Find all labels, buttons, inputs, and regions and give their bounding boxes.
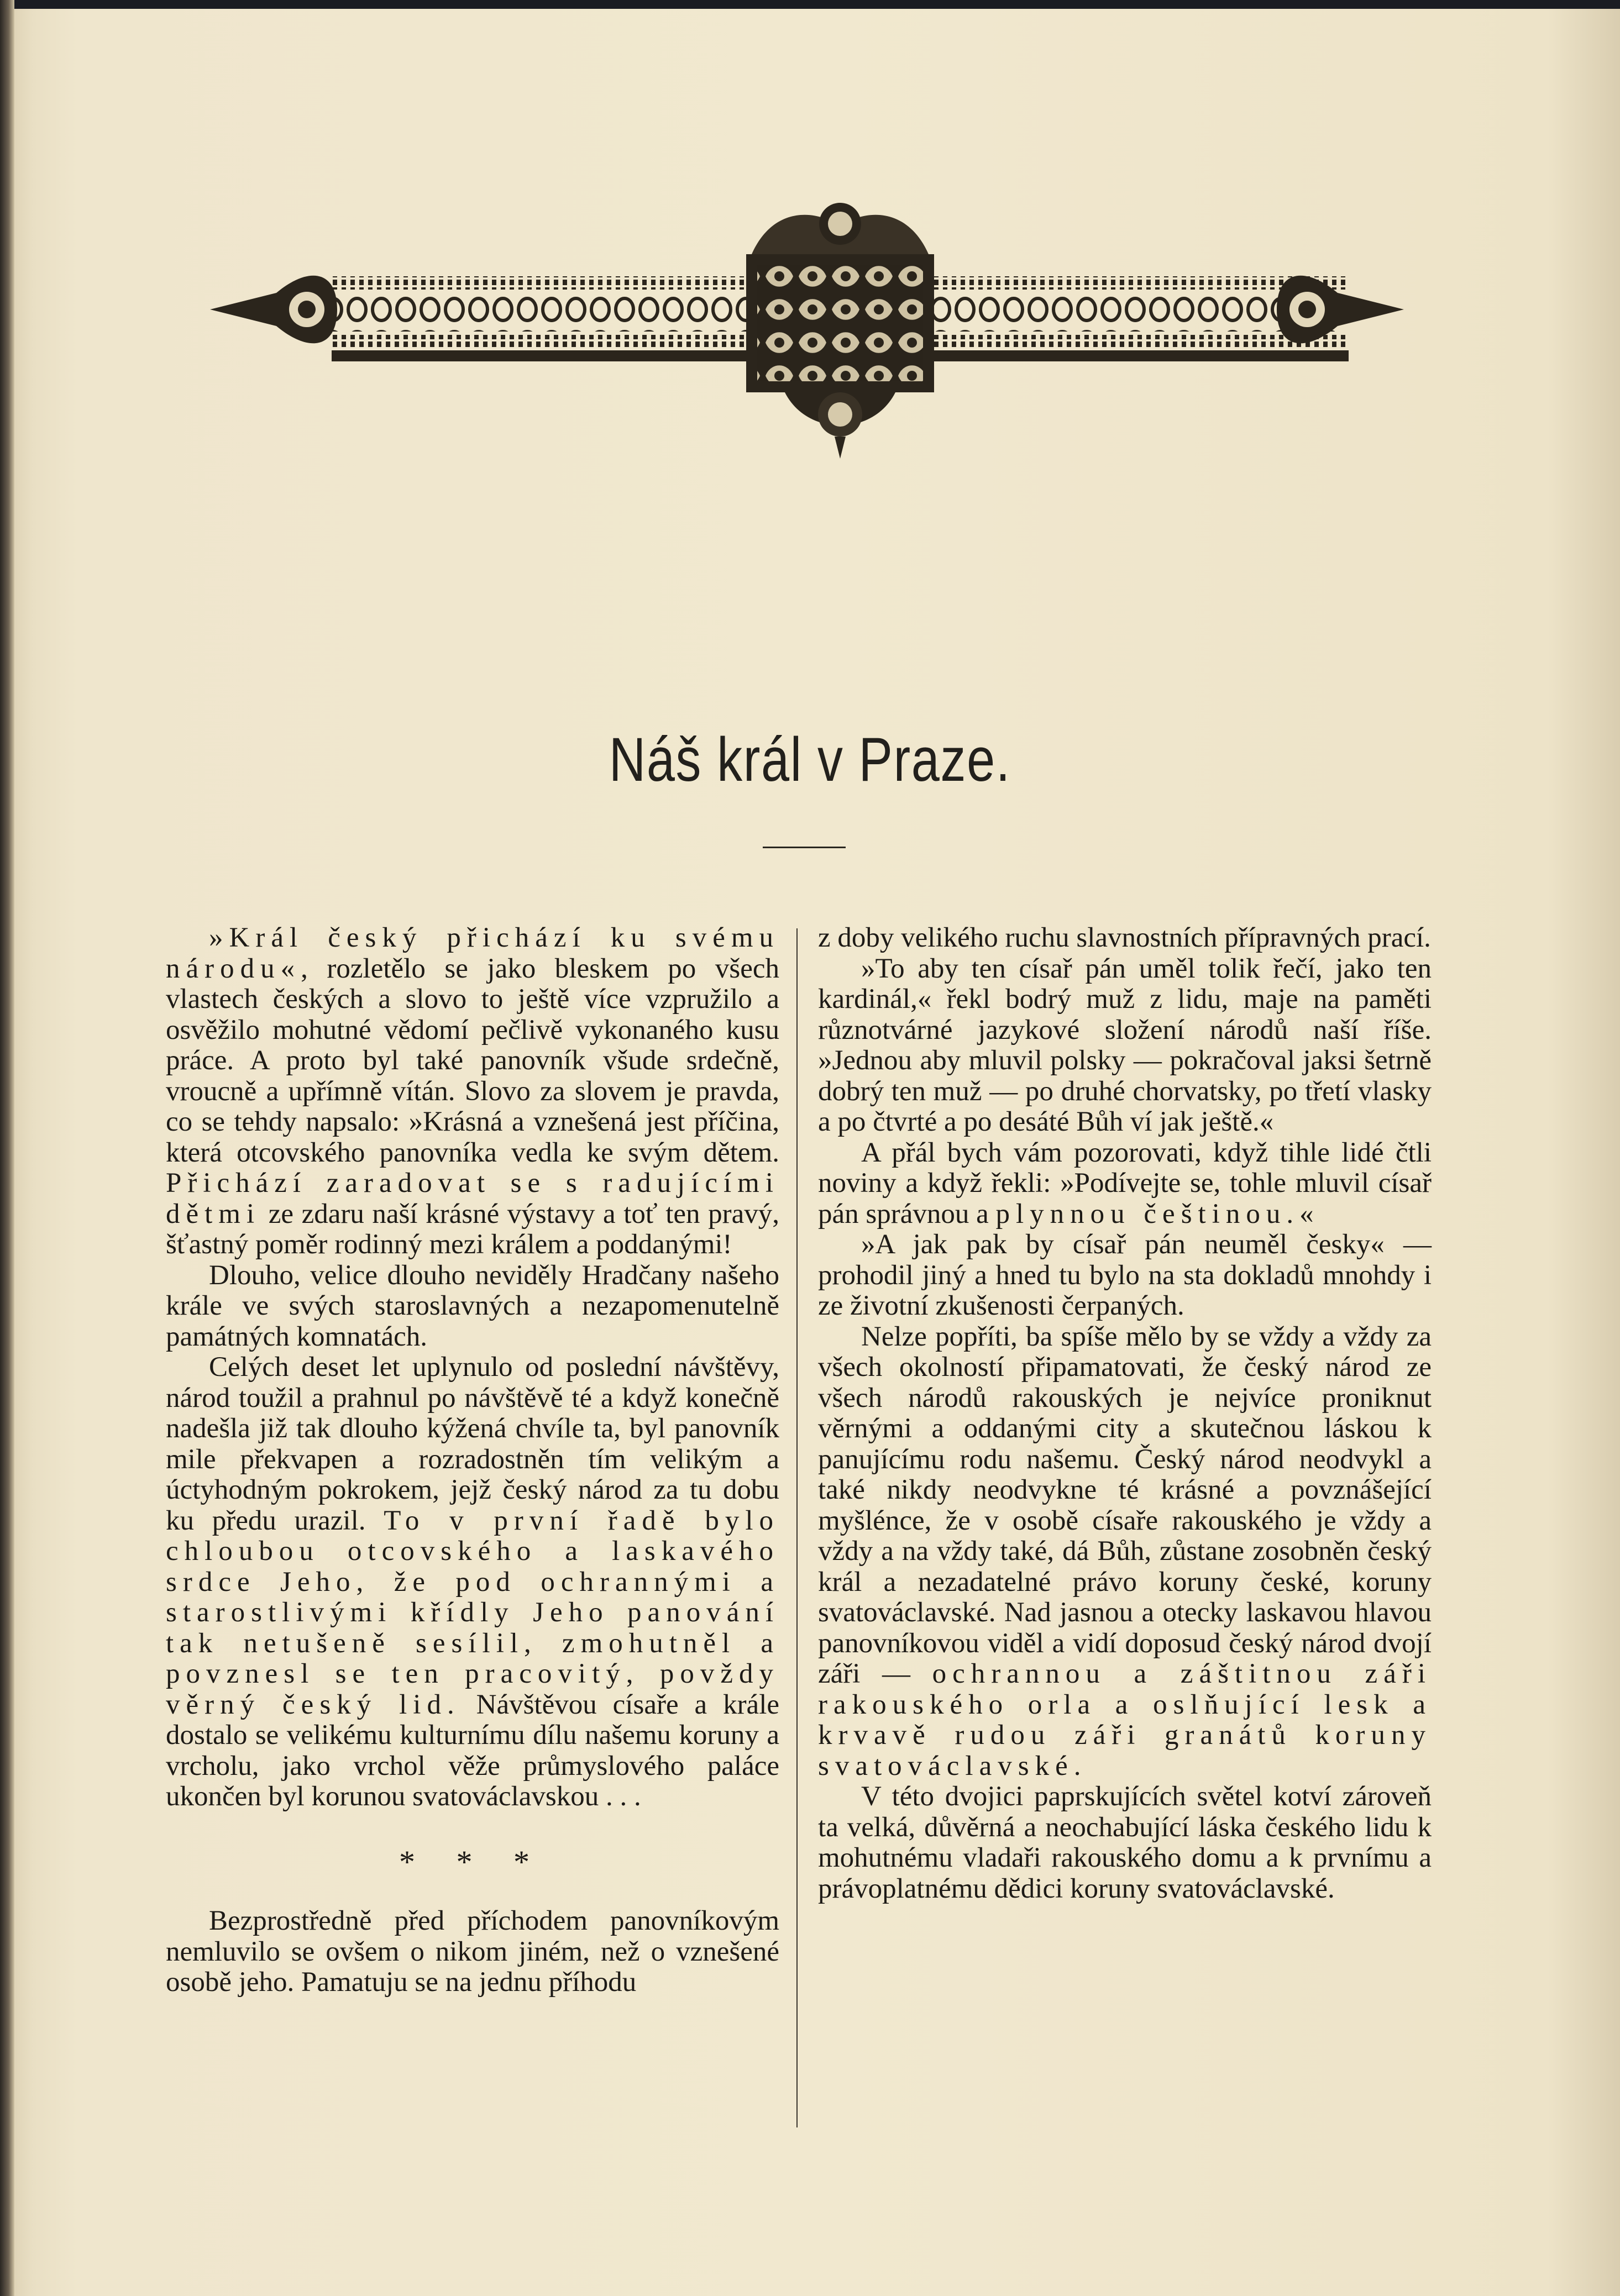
section-separator: * * * [399, 1843, 546, 1880]
paragraph [166, 923, 779, 1260]
spaced-phrase: »Král český přichází ku svému národu« [166, 922, 779, 984]
book-spine-edge [0, 0, 14, 2296]
paragraph-text: , rozletělo se jako bleskem po všech vlastech českých a slovo to ještě více vzpružilo a osvěžilo mohutné vědomí pečlivě vykonaného kusu práce. A proto byl také panovník všude srdečně, vroucně a upřímně vítán. Slovo za slovem je pravda, co se tehdy napsalo: »Krásná a vznešená jest příčina, která otcovského panovníka vedla ke svým dětem. [166, 953, 779, 1168]
page-title: Náš král v Praze. [609, 725, 1011, 794]
spaced-phrase: Přichází zaradovat se s radujícími dětmi [166, 1168, 779, 1230]
paragraph-text: « [1299, 1198, 1314, 1230]
ornament-icon [199, 193, 1415, 470]
paragraph: z doby velikého ruchu slavnostních přípravných prací. [818, 922, 1431, 953]
paragraph-text: Návštěvou císaře a krále dostalo se velikému kulturnímu dílu našemu koruny a vrcholu, jako vrchol věže průmyslového paláce ukončen byl korunou svatováclavskou . . . [166, 1689, 779, 1812]
paragraph-text: ze zdaru naší krásné výstavy a toť ten pravý, šťastný poměr rodinný mezi králem a poddanými! [166, 1198, 779, 1260]
left-column [166, 923, 779, 1998]
right-column [818, 923, 1432, 1904]
spaced-phrase: ochrannou a záštitnou záři rakouského orla a oslňující lesk a krvavě rudou záři granátů koruny svatováclavské. [818, 1658, 1432, 1782]
column-divider [796, 928, 798, 2127]
top-edge-band [0, 0, 1620, 9]
title-divider [763, 847, 846, 848]
paragraph: V této dvojici paprskujících světel kotví zároveň ta velká, důvěrná a neochabující láska českého lidu k mohutnému vladaři rakouského domu a k prvnímu a právoplatnému dědici koruny svatováclavské. [818, 1781, 1432, 1904]
paragraph: »A jak pak by císař pán neuměl česky« — prohodil jiný a hned tu bylo na sta dokladů mnohdy i ze životní zkušenosti čerpaných. [818, 1229, 1432, 1321]
paragraph: »To aby ten císař pán uměl tolik řečí, jako ten kardinál,« řekl bodrý muž z lidu, maje na paměti různotvárné jazykové složení národů naší říše. »Jednou aby mluvil polsky — pokračoval jaksi šetrně dobrý ten muž — po druhé chorvatsky, po třetí vlasky a po čtvrté a po desáté Bůh ví jak ještě.« [818, 953, 1432, 1137]
paragraph-text: A přál bych vám pozorovati, když tihle lidé čtli noviny a když řekli: »Podívejte se, tohle mluvil císař pán správnou a [818, 1137, 1432, 1230]
paragraph: Dlouho, velice dlouho neviděly Hradčany našeho krále ve svých staroslavných a nezapomenutelně památných komnatách. [166, 1259, 779, 1352]
paragraph-text: Celých deset let uplynulo od poslední návštěvy, národ toužil a prahnul po návštěvě té a když konečně nadešla již tak dlouho kýžená chvíle ta, byl panovník mile překvapen a rozradostněn tím velikým a úctyhodným pokrokem, jejž český národ za tu dobu ku předu urazil. [166, 1352, 779, 1536]
spaced-phrase: To v první řadě bylo chloubou otcovského a laskavého srdce Jeho, že pod ochrannými a starostlivými křídly Jeho panování tak netušeně sesílil, zmohutněl a povznesl se ten pracovitý, povždy věrný český lid. [166, 1505, 779, 1720]
spaced-phrase: plynnou češtinou. [995, 1198, 1300, 1230]
paragraph [166, 1352, 779, 1812]
paragraph: Bezprostředně před příchodem panovníkovým nemluvilo se ovšem o nikom jiném, než o vznešené osobě jeho. Pamatuju se na jednu příhodu [166, 1905, 779, 1998]
paragraph [818, 1322, 1432, 1782]
paragraph [818, 1138, 1432, 1230]
paragraph-text: Nelze popříti, ba spíše mělo by se vždy a vždy za všech okolností připamatovati, že český národ ze všech národů rakouských je nejvíce proniknut věrnými a oddanými city a skutečnou láskou k panujícímu rodu našemu. Český národ neodvykl a také nikdy neodvykne té krásné a povznášející myšlénce, že v osobě císaře rakouského je vždy a vždy a na vždy také, dá Bůh, zůstane zosobněn český král a nezadatelné právo koruny české, koruny svatováclavské. Nad jasnou a otecky laskavou hlavou panovníkovou viděl a vidí doposud český národ dvojí záři — [818, 1321, 1432, 1689]
